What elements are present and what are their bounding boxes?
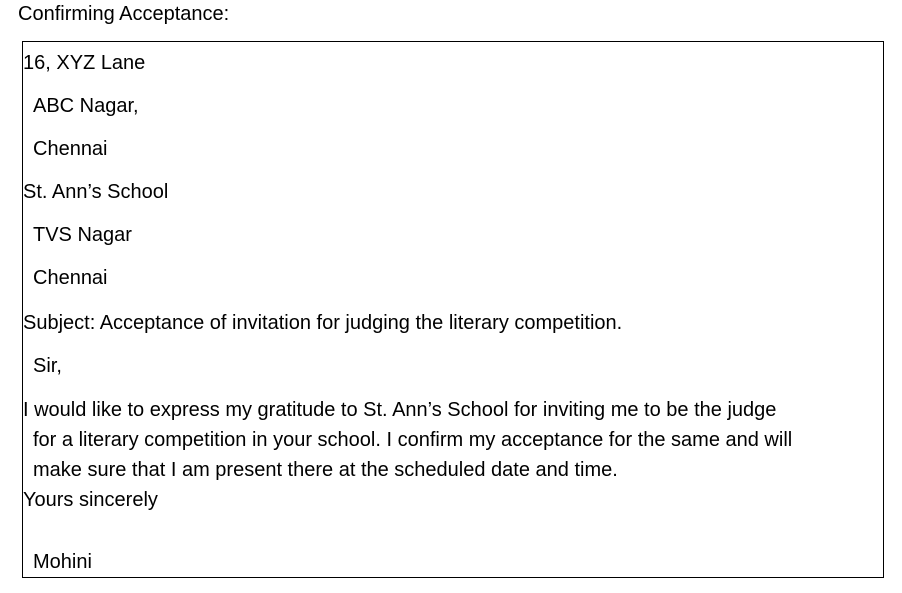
body-line-1: I would like to express my gratitude to St. Ann’s School for inviting me to be the judge: [23, 399, 777, 421]
subject-line: Subject: Acceptance of invitation for judging the literary competition.: [23, 312, 623, 334]
signature: Mohini: [33, 551, 92, 573]
page-heading: Confirming Acceptance:: [18, 3, 230, 25]
salutation: Sir,: [33, 355, 62, 377]
recipient-address-line-1: St. Ann’s School: [23, 181, 169, 203]
closing: Yours sincerely: [23, 489, 158, 511]
sender-address-line-1: 16, XYZ Lane: [23, 52, 146, 74]
body-line-2: for a literary competition in your school. I confirm my acceptance for the same and will: [33, 429, 793, 451]
recipient-address-line-3: Chennai: [33, 267, 108, 289]
recipient-address-line-2: TVS Nagar: [33, 224, 132, 246]
letter-box: [22, 41, 884, 578]
sender-address-line-3: Chennai: [33, 138, 108, 160]
body-line-3: make sure that I am present there at the scheduled date and time.: [33, 459, 618, 481]
sender-address-line-2: ABC Nagar,: [33, 95, 139, 117]
